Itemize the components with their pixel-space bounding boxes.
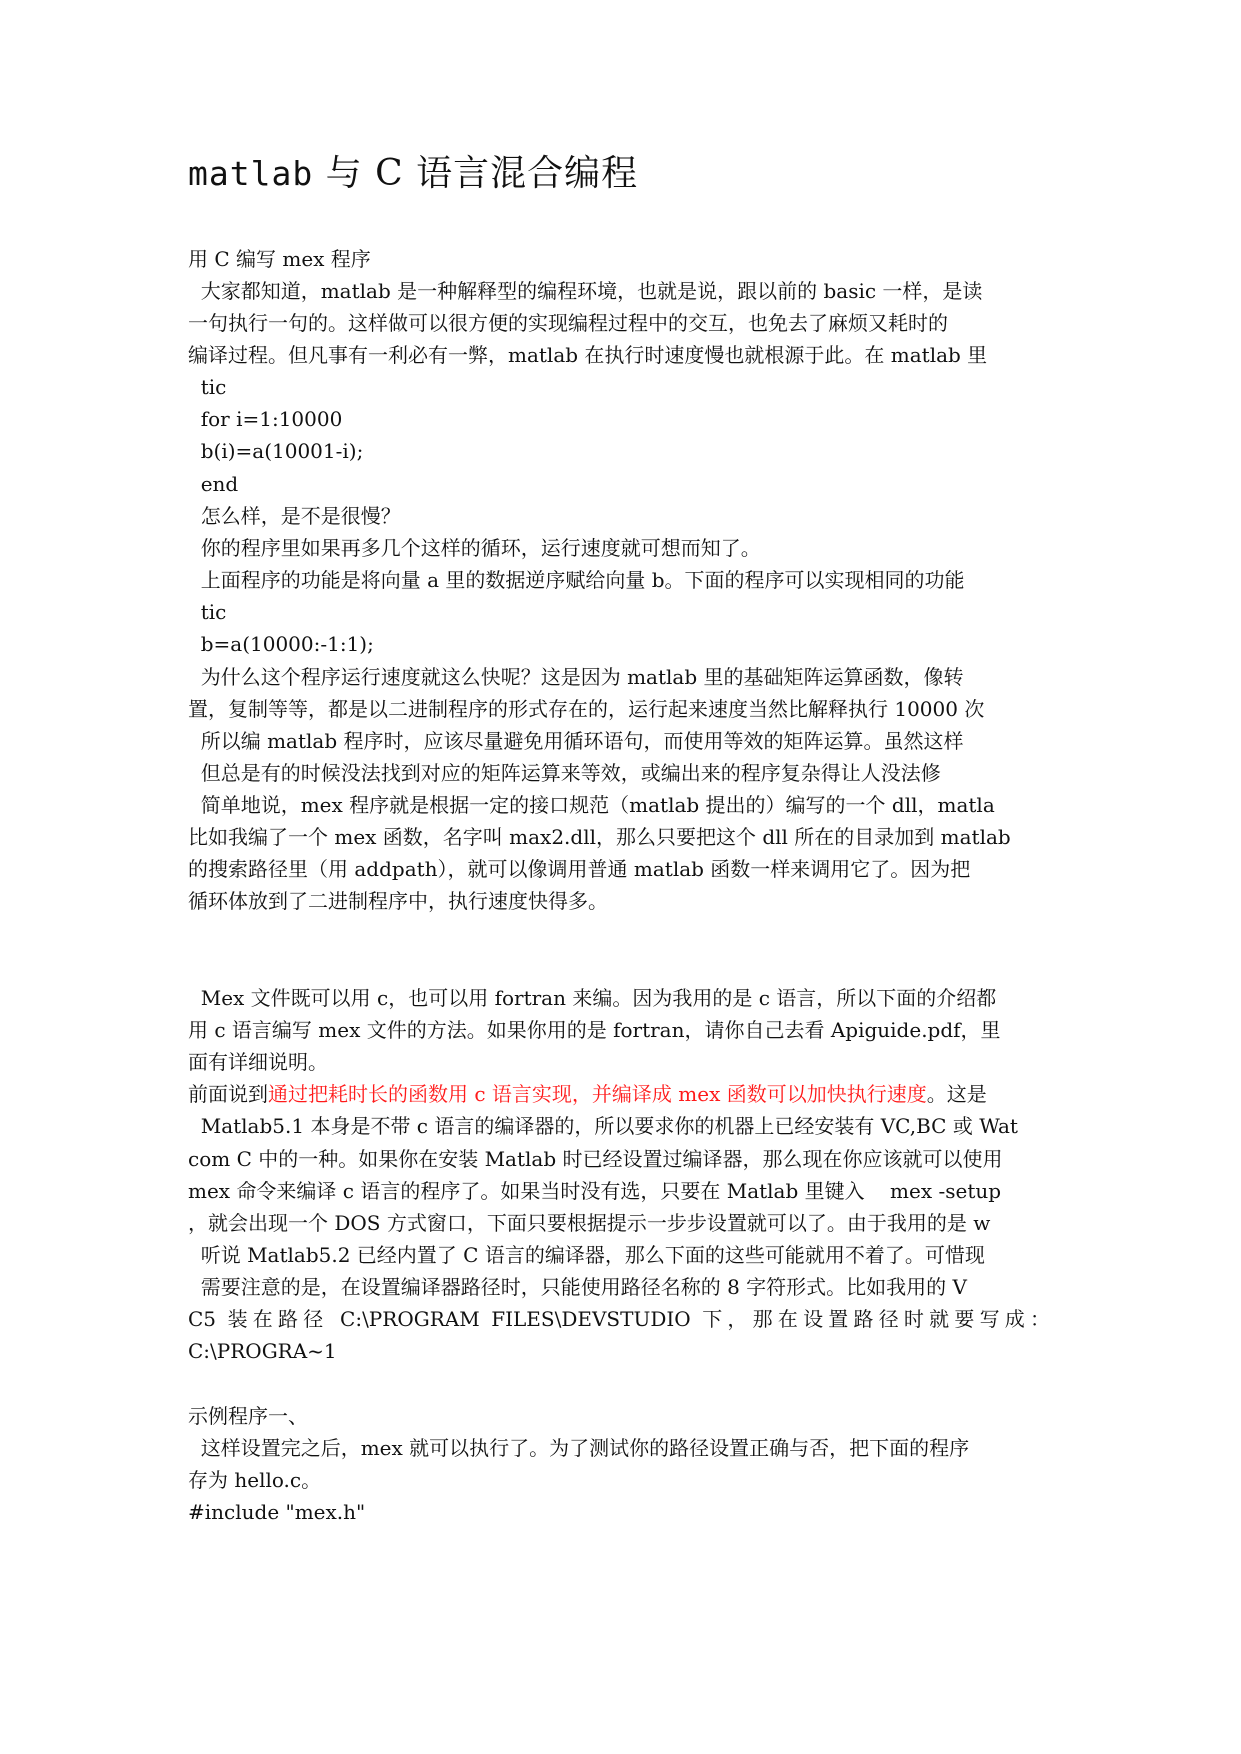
code-line: b(i)=a(10001-i); [188, 439, 364, 463]
text-line: 简单地说，mex 程序就是根据一定的接口规范（matlab 提出的）编写的一个 dll，matla [188, 793, 995, 817]
text-line: com C 中的一种。如果你在安装 Matlab 时已经设置过编译器，那么现在你应该就可以使用 [188, 1147, 1003, 1171]
text-line: 用 c 语言编写 mex 文件的方法。如果你用的是 fortran，请你自己去看 Apiguide.pdf，里 [188, 1018, 1001, 1042]
text-line: 循环体放到了二进制程序中，执行速度快得多。 [188, 889, 608, 913]
section-heading: 用 C 编写 mex 程序 [188, 247, 371, 271]
code-line: end [188, 472, 239, 496]
text-line: 你的程序里如果再多几个这样的循环，运行速度就可想而知了。 [188, 536, 761, 560]
example-heading: 示例程序一、 [188, 1404, 308, 1428]
text-line: 大家都知道，matlab 是一种解释型的编程环境，也就是说，跟以前的 basic 一样，是读 [188, 279, 983, 303]
code-line: tic [188, 600, 227, 624]
text-line: 所以编 matlab 程序时，应该尽量避免用循环语句，而使用等效的矩阵运算。虽然这样 [188, 729, 964, 753]
text-line: 面有详细说明。 [188, 1050, 328, 1074]
text-line: 比如我编了一个 mex 函数，名字叫 max2.dll，那么只要把这个 dll 所在的目录加到 matlab [188, 825, 1011, 849]
text-line: 需要注意的是，在设置编译器路径时，只能使用路径名称的 8 字符形式。比如我用的 V [188, 1275, 967, 1299]
text-line: 上面程序的功能是将向量 a 里的数据逆序赋给向量 b。下面的程序可以实现相同的功能 [188, 568, 965, 592]
text-line: 为什么这个程序运行速度就这么快呢？这是因为 matlab 里的基础矩阵运算函数，像转 [188, 665, 964, 689]
text-line: ，就会出现一个 DOS 方式窗口，下面只要根据提示一步步设置就可以了。由于我用的是 w [188, 1211, 991, 1235]
text-line: 的搜索路径里（用 addpath），就可以像调用普通 matlab 函数一样来调用它了。因为把 [188, 857, 971, 881]
document-title [188, 152, 638, 196]
highlight-line [188, 1080, 987, 1108]
text-line: C5 装在路径 C:\PROGRAM FILES\DEVSTUDIO 下，那在设置路径时就要写成： [188, 1307, 1050, 1331]
text-line: C:\PROGRA~1 [188, 1339, 337, 1363]
text-line: 编译过程。但凡事有一利必有一弊，matlab 在执行时速度慢也就根源于此。在 matlab 里 [188, 343, 988, 367]
code-line: b=a(10000:-1:1); [188, 632, 374, 656]
highlighted-text: 通过把耗时长的函数用 c 语言实现，并编译成 mex 函数可以加快执行速度 [268, 1082, 927, 1106]
text-line: 但总是有的时候没法找到对应的矩阵运算来等效，或编出来的程序复杂得让人没法修 [188, 761, 941, 785]
code-line: tic [188, 375, 227, 399]
text-line: 怎么样，是不是很慢？ [188, 504, 401, 528]
title-rest: 与 C 语言混合编程 [313, 153, 639, 194]
code-line: #include "mex.h" [188, 1500, 366, 1524]
text-line: Mex 文件既可以用 c，也可以用 fortran 来编。因为我用的是 c 语言，所以下面的介绍都 [188, 986, 997, 1010]
text-line: 置，复制等等，都是以二进制程序的形式存在的，运行起来速度当然比解释执行 10000 次 [188, 697, 985, 721]
text-line: 存为 hello.c。 [188, 1468, 322, 1492]
text-line: mex 命令来编译 c 语言的程序了。如果当时没有选，只要在 Matlab 里键入 mex -setup [188, 1179, 1002, 1203]
text-segment: 前面说到 [188, 1082, 268, 1106]
code-line: for i=1:10000 [188, 407, 343, 431]
text-line: 听说 Matlab5.2 已经内置了 C 语言的编译器，那么下面的这些可能就用不着了。可惜现 [188, 1243, 985, 1267]
text-line: Matlab5.1 本身是不带 c 语言的编译器的，所以要求你的机器上已经安装有 VC,BC 或 Wat [188, 1114, 1018, 1138]
title-keyword: matlab [188, 154, 314, 193]
text-line: 这样设置完之后，mex 就可以执行了。为了测试你的路径设置正确与否，把下面的程序 [188, 1436, 970, 1460]
text-segment: 。这是 [926, 1082, 987, 1106]
text-line: 一句执行一句的。这样做可以很方便的实现编程过程中的交互，也免去了麻烦又耗时的 [188, 311, 948, 335]
